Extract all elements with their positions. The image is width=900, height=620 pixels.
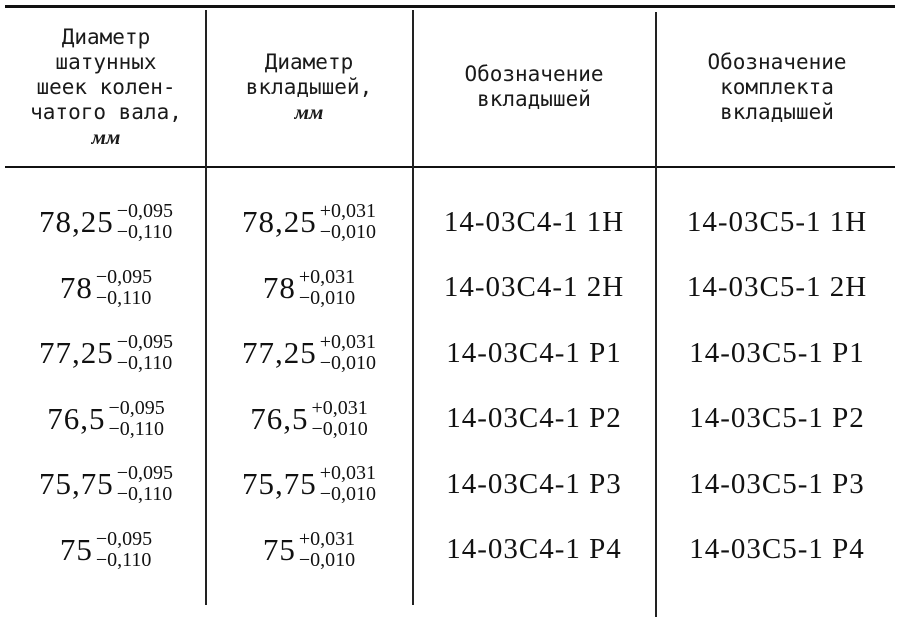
shaft-tolerance — [96, 267, 152, 309]
liner-tolerance-upper: +0,031 — [319, 462, 377, 484]
table-row — [0, 321, 900, 385]
liner-code-cell — [415, 452, 653, 516]
header-unit: мм — [91, 124, 121, 149]
liner-tolerance — [320, 201, 376, 243]
shaft-tolerance — [96, 529, 152, 571]
shaft-diameter — [60, 267, 152, 309]
set-code-cell — [658, 321, 896, 385]
set-code: 14-03С5-1 Р4 — [689, 533, 865, 565]
header-unit: мм — [294, 99, 324, 124]
shaft-tolerance-upper: −0,095 — [95, 265, 153, 288]
liner-diameter — [263, 267, 355, 309]
shaft-tolerance-upper: −0,095 — [116, 331, 174, 353]
shaft-diameter — [39, 463, 173, 505]
shaft-diameter-base: 77,25 — [38, 335, 114, 370]
shaft-tolerance-upper: −0,095 — [95, 527, 153, 550]
table-row — [0, 452, 900, 516]
header-liner-designation — [415, 12, 653, 162]
shaft-tolerance-lower: −0,110 — [95, 548, 152, 571]
liner-tolerance — [320, 463, 376, 505]
shaft-diameter-cell — [8, 387, 204, 451]
header-line: вкладышей, — [245, 74, 373, 99]
shaft-tolerance-upper: −0,095 — [116, 462, 174, 484]
liner-code: 14-03С4-1 Р2 — [446, 402, 622, 434]
shaft-tolerance-lower: −0,110 — [116, 221, 173, 243]
header-shaft-diameter — [8, 12, 204, 162]
liner-tolerance-lower: −0,010 — [298, 286, 356, 309]
liner-diameter — [250, 398, 368, 440]
shaft-diameter — [39, 201, 173, 243]
liner-diameter-cell — [208, 452, 410, 516]
liner-diameter-base: 75 — [262, 531, 296, 567]
shaft-diameter-base: 75 — [59, 531, 93, 567]
shaft-tolerance — [117, 332, 173, 374]
table-row — [0, 256, 900, 320]
set-code: 14-03С5-1 Р2 — [689, 402, 865, 434]
liner-code: 14-03С4-1 Р4 — [446, 533, 622, 565]
liner-tolerance-upper: +0,031 — [319, 200, 377, 222]
shaft-tolerance-lower: −0,110 — [108, 417, 165, 440]
set-code: 14-03С5-1 2Н — [686, 271, 868, 303]
set-code-cell — [658, 387, 896, 451]
shaft-diameter — [60, 529, 152, 571]
shaft-diameter-base: 78,25 — [38, 204, 114, 239]
liner-diameter-base: 78,25 — [241, 204, 317, 239]
liner-tolerance-upper: +0,031 — [298, 265, 356, 288]
header-separator-rule — [5, 166, 895, 168]
liner-diameter-cell — [208, 321, 410, 385]
liner-diameter-cell — [208, 518, 410, 582]
liner-tolerance — [299, 267, 355, 309]
header-line: вкладышей — [477, 87, 591, 111]
header-line: шатунных — [55, 49, 157, 74]
liner-tolerance — [320, 332, 376, 374]
table-row — [0, 518, 900, 582]
header-line: чатого вала, — [30, 99, 182, 124]
liner-tolerance-upper: +0,031 — [311, 396, 368, 419]
liner-code-cell — [415, 518, 653, 582]
liner-diameter-cell — [208, 256, 410, 320]
liner-diameter-base: 76,5 — [250, 400, 309, 436]
liner-diameter-base: 75,75 — [241, 466, 317, 501]
liner-diameter-base: 77,25 — [241, 335, 317, 370]
shaft-diameter-cell — [8, 452, 204, 516]
shaft-diameter-cell — [8, 190, 204, 254]
shaft-diameter-base: 75,75 — [38, 466, 114, 501]
header-liner-diameter — [208, 12, 410, 162]
liner-diameter-cell — [208, 387, 410, 451]
set-code-cell — [658, 256, 896, 320]
liner-tolerance-lower: −0,010 — [311, 417, 368, 440]
header-set-designation — [658, 12, 896, 162]
liner-code-cell — [415, 321, 653, 385]
header-line: Обозначение — [707, 49, 847, 74]
shaft-diameter-cell — [8, 321, 204, 385]
liner-tolerance-upper: +0,031 — [319, 331, 377, 353]
shaft-tolerance-lower: −0,110 — [95, 286, 152, 309]
liner-tolerance-upper: +0,031 — [298, 527, 356, 550]
shaft-tolerance — [108, 398, 164, 440]
liner-diameter — [242, 201, 376, 243]
header-line: Диаметр — [61, 24, 151, 49]
liner-code-cell — [415, 190, 653, 254]
shaft-tolerance-upper: −0,095 — [108, 396, 165, 419]
liner-code-cell — [415, 387, 653, 451]
shaft-tolerance — [117, 463, 173, 505]
shaft-tolerance-lower: −0,110 — [116, 483, 173, 505]
header-line: комплекта — [720, 74, 834, 99]
header-line: Обозначение — [464, 62, 604, 86]
shaft-diameter — [47, 398, 165, 440]
liner-code: 14-03С4-1 1Н — [443, 205, 625, 238]
shaft-tolerance — [117, 201, 173, 243]
liner-tolerance-lower: −0,010 — [319, 352, 377, 374]
liner-tolerance-lower: −0,010 — [298, 548, 356, 571]
liner-diameter — [242, 332, 376, 374]
liner-tolerance-lower: −0,010 — [319, 221, 377, 243]
header-line: Диаметр — [264, 49, 354, 74]
liner-diameter — [242, 463, 376, 505]
set-code: 14-03С5-1 1Н — [686, 205, 868, 238]
liner-tolerance-lower: −0,010 — [319, 483, 377, 505]
table-row — [0, 190, 900, 254]
table-top-rule — [5, 5, 895, 8]
shaft-tolerance-upper: −0,095 — [116, 200, 174, 222]
set-code-cell — [658, 190, 896, 254]
liner-code: 14-03С4-1 Р3 — [446, 467, 622, 500]
shaft-diameter-base: 76,5 — [47, 400, 106, 436]
liner-diameter — [263, 529, 355, 571]
set-code-cell — [658, 452, 896, 516]
set-code: 14-03С5-1 Р1 — [689, 336, 865, 369]
shaft-diameter-base: 78 — [59, 269, 93, 305]
liner-code-cell — [415, 256, 653, 320]
set-code-cell — [658, 518, 896, 582]
liner-diameter-cell — [208, 190, 410, 254]
liner-tolerance — [299, 529, 355, 571]
shaft-diameter-cell — [8, 256, 204, 320]
liner-code: 14-03С4-1 2Н — [443, 271, 625, 303]
shaft-diameter — [39, 332, 173, 374]
header-line: шеек колен- — [36, 74, 176, 99]
header-line: вкладышей — [720, 99, 834, 124]
liner-tolerance — [311, 398, 367, 440]
liner-code: 14-03С4-1 Р1 — [446, 336, 622, 369]
table-row — [0, 387, 900, 451]
set-code: 14-03С5-1 Р3 — [689, 467, 865, 500]
shaft-diameter-cell — [8, 518, 204, 582]
shaft-tolerance-lower: −0,110 — [116, 352, 173, 374]
liner-diameter-base: 78 — [262, 269, 296, 305]
